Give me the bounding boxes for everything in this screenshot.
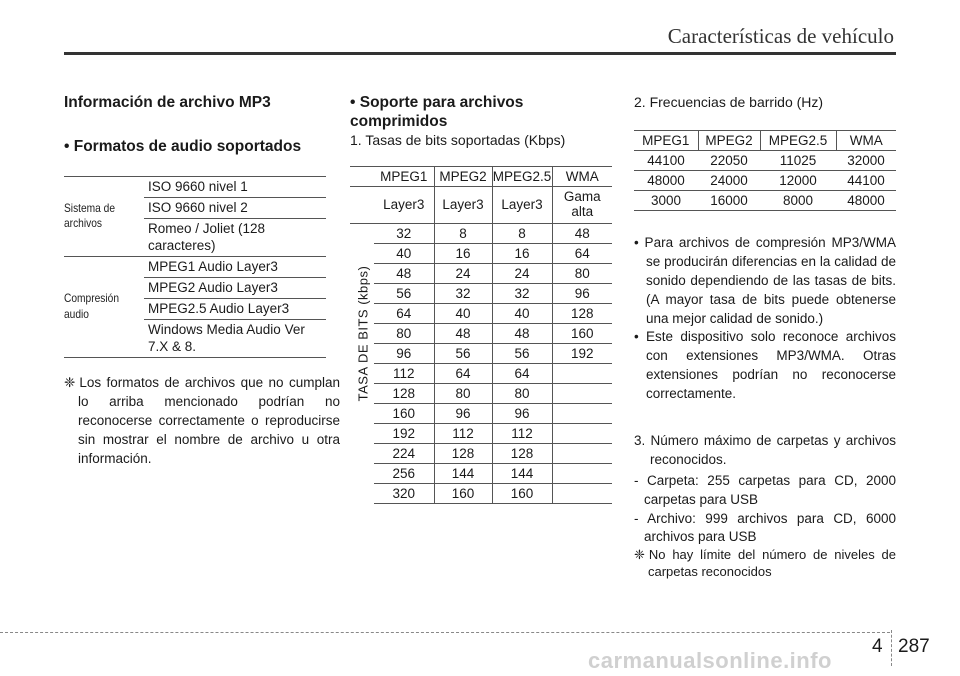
bitrate-cell (552, 404, 612, 424)
file-limit: - Archivo: 999 archivos para CD, 6000 archivos para USB (634, 510, 896, 545)
frequency-cell: 11025 (760, 151, 836, 171)
bitrate-subheader: Gama alta (552, 187, 612, 224)
bitrate-cell: 160 (374, 404, 434, 424)
watermark: carmanualsonline.info (588, 648, 832, 673)
bitrate-table (350, 166, 612, 504)
folders-note (634, 547, 896, 581)
bitrate-cell: 112 (374, 364, 434, 384)
bitrate-cell: 40 (374, 244, 434, 264)
bitrate-row (350, 244, 612, 264)
bitrate-cell: 32 (434, 284, 492, 304)
header-title: Características de vehículo (667, 24, 894, 48)
bitrate-cell: 8 (492, 224, 552, 244)
frequency-cell: 44100 (836, 171, 896, 191)
frequency-cell: 16000 (698, 191, 760, 211)
bitrate-cell: 320 (374, 484, 434, 504)
folder-limit: - Carpeta: 255 carpetas para CD, 2000 carpetas para USB (634, 472, 896, 507)
format-group (64, 257, 326, 358)
bitrate-subheader: Layer3 (434, 187, 492, 224)
format-group-label: Sistema de archivos (64, 200, 116, 231)
format-item: MPEG2 Audio Layer3 (144, 277, 326, 298)
bitrate-cell (552, 384, 612, 404)
bitrate-cell (552, 484, 612, 504)
frequency-header: WMA (836, 131, 896, 151)
bitrate-row (350, 384, 612, 404)
bitrate-vertical-label: TASA DE BITS (kbps) (355, 265, 371, 402)
bullet-quality: • Para archivos de compresión MP3/WMA se producirán diferencias en la calidad de sonido dependiendo de las tasas de bits. (A mayor tasa de bits puede obtenerse una mejor calidad de sonido.) (634, 235, 896, 326)
bitrate-cell: 8 (434, 224, 492, 244)
bitrate-cell: 144 (434, 464, 492, 484)
format-item: Romeo / Joliet (128 caracteres) (144, 218, 326, 255)
frequency-cell: 8000 (760, 191, 836, 211)
bitrate-cell: 96 (374, 344, 434, 364)
bitrate-cell: 24 (434, 264, 492, 284)
bitrate-row (350, 404, 612, 424)
bitrate-cell: 24 (492, 264, 552, 284)
folders-note-text: No hay límite del número de niveles de carpetas reconocidos (648, 547, 896, 580)
note-mark: ❈ (64, 375, 76, 390)
bitrate-subheading: 1. Tasas de bits soportadas (Kbps) (350, 132, 566, 148)
bitrate-cell: 64 (552, 244, 612, 264)
frequency-row (634, 191, 896, 211)
frequency-header: MPEG2 (698, 131, 760, 151)
frequency-cell: 24000 (698, 171, 760, 191)
format-item: ISO 9660 nivel 2 (144, 197, 326, 218)
bitrate-cell: 128 (434, 444, 492, 464)
bitrate-cell: 56 (492, 344, 552, 364)
bitrate-row (350, 324, 612, 344)
bitrate-cell: 64 (374, 304, 434, 324)
bitrate-cell: 160 (492, 484, 552, 504)
bitrate-header: MPEG2.5 (492, 167, 552, 187)
frequency-cell: 32000 (836, 151, 896, 171)
bitrate-header: WMA (552, 167, 612, 187)
bitrate-cell: 192 (374, 424, 434, 444)
bitrate-row (350, 464, 612, 484)
bitrate-cell: 48 (552, 224, 612, 244)
frequency-row (634, 171, 896, 191)
bitrate-cell: 64 (434, 364, 492, 384)
bitrate-cell: 224 (374, 444, 434, 464)
bitrate-cell: 96 (552, 284, 612, 304)
bitrate-cell: 144 (492, 464, 552, 484)
bitrate-cell: 128 (552, 304, 612, 324)
bitrate-cell: 128 (492, 444, 552, 464)
bitrate-cell: 80 (374, 324, 434, 344)
bitrate-row (350, 364, 612, 384)
bitrate-header: MPEG2 (434, 167, 492, 187)
mp3-info-heading: Información de archivo MP3 (64, 94, 271, 111)
bitrate-cell: 80 (434, 384, 492, 404)
bitrate-cell: 192 (552, 344, 612, 364)
bitrate-cell: 40 (492, 304, 552, 324)
format-group (64, 176, 326, 257)
bitrate-cell: 256 (374, 464, 434, 484)
bitrate-cell: 64 (492, 364, 552, 384)
bitrate-cell: 48 (374, 264, 434, 284)
format-group-label: Compresión audio (64, 291, 119, 321)
bitrate-cell: 56 (374, 284, 434, 304)
page-separator (891, 630, 892, 666)
bitrate-cell: 80 (492, 384, 552, 404)
bitrate-cell: 80 (552, 264, 612, 284)
bitrate-cell (552, 364, 612, 384)
bitrate-cell: 112 (492, 424, 552, 444)
frequency-cell: 48000 (836, 191, 896, 211)
chapter-number: 4 (872, 636, 883, 657)
bitrate-cell (552, 444, 612, 464)
compressed-files-heading: • Soporte para archivos comprimidos (350, 94, 524, 130)
bitrate-row (350, 444, 612, 464)
frequency-cell: 44100 (634, 151, 698, 171)
frequency-cell: 12000 (760, 171, 836, 191)
frequency-row (634, 151, 896, 171)
format-item: Windows Media Audio Ver 7.X & 8. (144, 319, 326, 356)
frequency-header: MPEG1 (634, 131, 698, 151)
bitrate-cell: 16 (434, 244, 492, 264)
bitrate-cell: 16 (492, 244, 552, 264)
folders-section (634, 432, 896, 581)
bitrate-subheader: Layer3 (374, 187, 434, 224)
quality-notes (634, 234, 896, 404)
bitrate-cell: 128 (374, 384, 434, 404)
bitrate-row (350, 264, 612, 284)
bitrate-row (350, 424, 612, 444)
bitrate-cell (552, 424, 612, 444)
bitrate-cell: 32 (374, 224, 434, 244)
formats-table (64, 176, 326, 358)
bitrate-row (350, 344, 612, 364)
formats-note-text: Los formatos de archivos que no cumplan lo arriba mencionado podrían no reconocerse correctamente o reproducirse sin mostrar el nombre de archivo u otra información. (78, 375, 340, 466)
bitrate-cell: 48 (434, 324, 492, 344)
bitrate-cell: 48 (492, 324, 552, 344)
bitrate-row (350, 224, 612, 244)
bitrate-cell: 96 (492, 404, 552, 424)
formats-note (64, 374, 340, 468)
bitrate-cell: 160 (434, 484, 492, 504)
frequencies-heading: 2. Frecuencias de barrido (Hz) (634, 94, 824, 110)
bitrate-header: MPEG1 (374, 167, 434, 187)
frequency-table (634, 130, 896, 211)
bitrate-cell: 32 (492, 284, 552, 304)
bitrate-row (350, 304, 612, 324)
frequency-header: MPEG2.5 (760, 131, 836, 151)
frequency-cell: 3000 (634, 191, 698, 211)
bitrate-cell: 56 (434, 344, 492, 364)
audio-formats-subheading: • Formatos de audio soportados (64, 138, 302, 155)
header-rule (64, 52, 896, 55)
format-item: ISO 9660 nivel 1 (148, 179, 248, 194)
bullet-extensions: • Este dispositivo solo reconoce archivos con extensiones MP3/WMA. Otras extensiones podrían no reconocerse correctamente. (634, 329, 896, 402)
note-mark: ❈ (634, 547, 645, 563)
footer-rule (0, 632, 890, 633)
page-number: 287 (898, 636, 930, 657)
bitrate-row (350, 484, 612, 504)
bitrate-cell: 96 (434, 404, 492, 424)
bitrate-subheader: Layer3 (492, 187, 552, 224)
folders-heading: 3. Número máximo de carpetas y archivos reconocidos. (634, 433, 896, 467)
format-item: MPEG2.5 Audio Layer3 (144, 298, 326, 319)
bitrate-row (350, 284, 612, 304)
frequency-cell: 48000 (634, 171, 698, 191)
bitrate-cell: 40 (434, 304, 492, 324)
bitrate-cell: 160 (552, 324, 612, 344)
bitrate-cell: 112 (434, 424, 492, 444)
bitrate-cell (552, 464, 612, 484)
frequency-cell: 22050 (698, 151, 760, 171)
format-item: MPEG1 Audio Layer3 (148, 258, 278, 274)
